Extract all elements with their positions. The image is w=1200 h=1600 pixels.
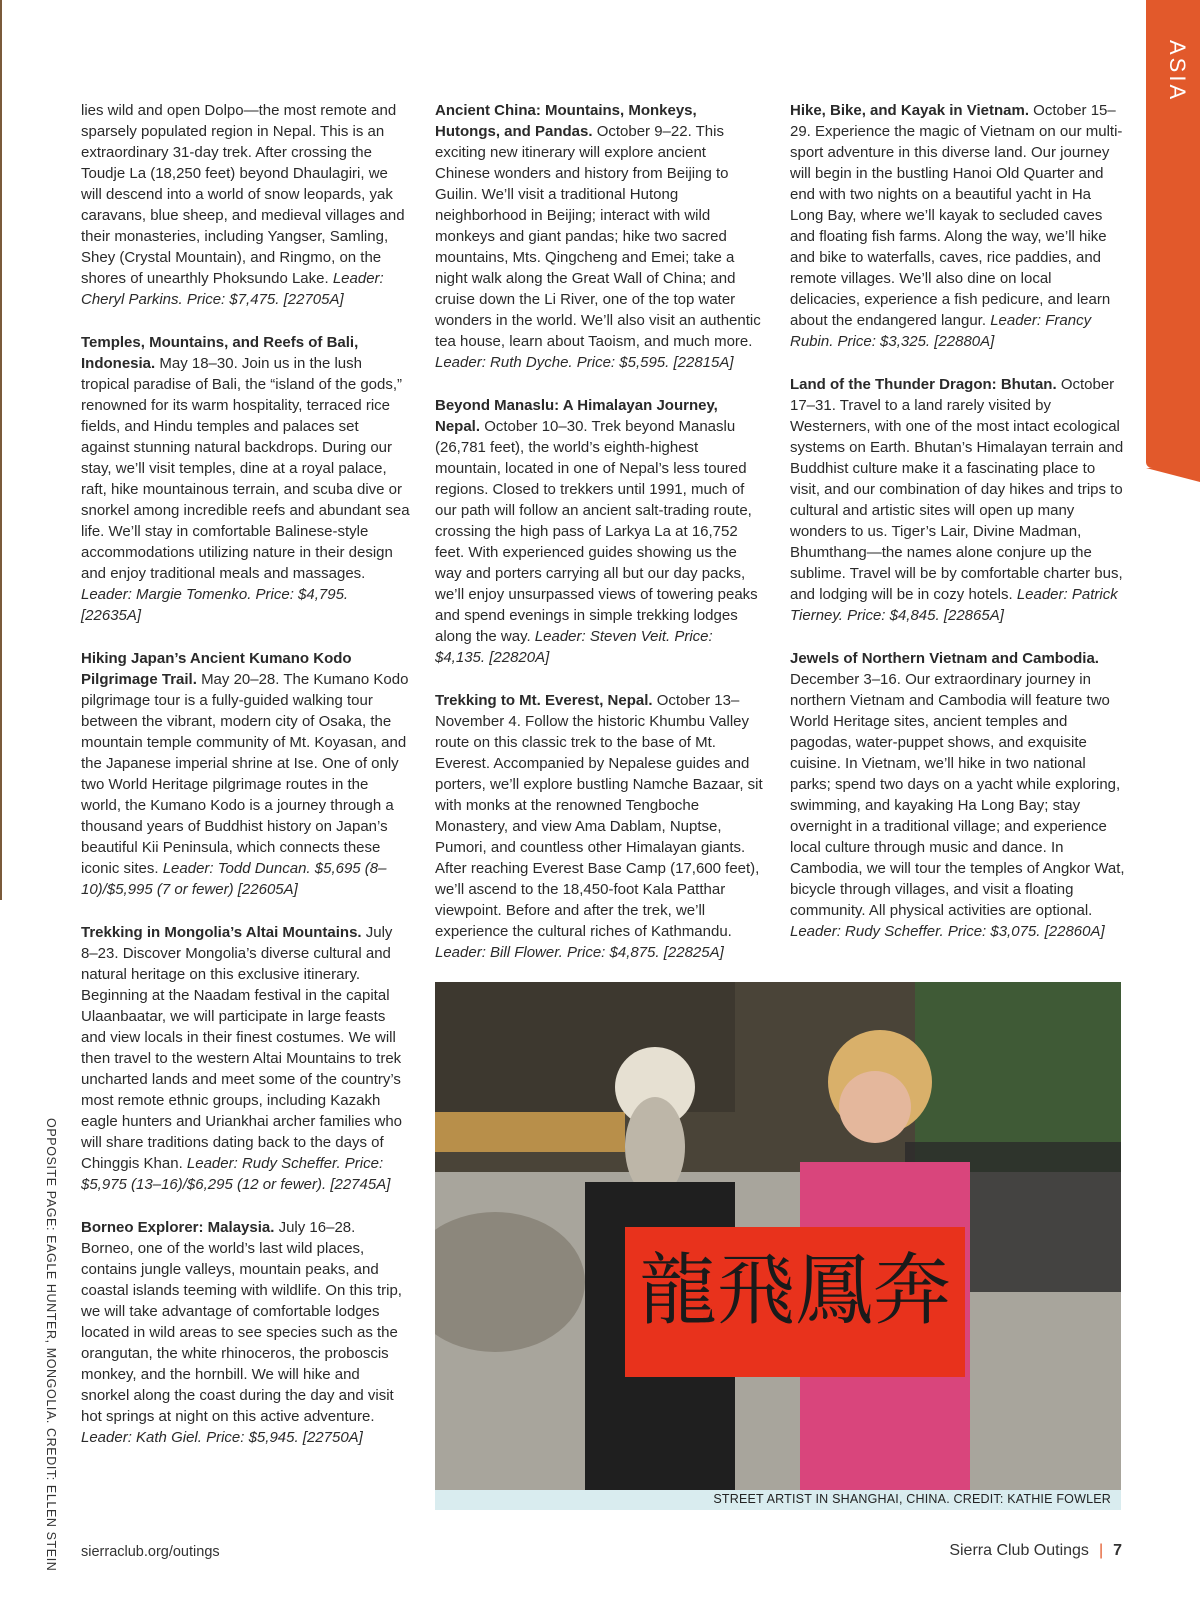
trip-description: May 20–28. The Kumano Kodo pilgrimage tour is a fully-guided walking tour between the vibrant, modern city of Osaka, the mountain temple community of Mt. Koyasan, and the Japanese imperial shrine at Ise. One of only two World Heritage pilgrimage routes in the world, the Kumano Kodo is a journey through a thousand years of Buddhist history on Japan’s beautiful Kii Peninsula, which connects these iconic sites. (81, 671, 409, 877)
trip-description: October 10–30. Trek beyond Manaslu (26,781 feet), the world’s eighth-highest mountain, located in one of Nepal’s less toured regions. Closed to trekkers until 1991, much of our path will follow an ancient salt-trading route, crossing the high pass of Larkya La at 16,752 feet. With experienced guides showing us the way and porters carrying all but our day packs, we’ll enjoy unsurpassed views of towering peaks and spend evenings in simple trekking lodges along the way. (435, 418, 758, 645)
side-photo-credit: OPPOSITE PAGE: EAGLE HUNTER, MONGOLIA. CREDIT: ELLEN STEIN (44, 1118, 58, 1572)
trip-leader-price: Leader: Cheryl Parkins. Price: $7,475. [22705A] (81, 270, 384, 308)
trip-leader-price: Leader: Rudy Scheffer. Price: $3,075. [22860A] (790, 923, 1105, 940)
photo-caption: STREET ARTIST IN SHANGHAI, CHINA. CREDIT: KATHIE FOWLER (713, 1492, 1111, 1506)
section-tab-label: ASIA (1165, 40, 1190, 103)
trip-title: Beyond Manaslu: A Himalayan Journey, Nepal. (435, 397, 718, 435)
trip-entry (790, 374, 1125, 626)
trip-title: Land of the Thunder Dragon: Bhutan. (790, 376, 1057, 393)
trip-description: lies wild and open Dolpo—the most remote and sparsely populated region in Nepal. This is an extraordinary 31-day trek. After crossing the Toudje La (18,250 feet) beyond Dhaulagiri, we will descend into a world of snow leopards, yak caravans, blue sheep, and medieval villages and their monasteries, including Yangser, Samling, Shey (Crystal Mountain), and Ringmo, on the shores of unearthly Phoksundo Lake. (81, 102, 405, 287)
trip-title: Ancient China: Mountains, Monkeys, Hutongs, and Pandas. (435, 102, 697, 140)
trip-leader-price: Leader: Steven Veit. Price: $4,135. [22820A] (435, 628, 713, 666)
footer-publication (949, 1542, 1122, 1560)
footer-separator: | (1098, 1542, 1104, 1559)
trip-entry (81, 922, 411, 1195)
trip-entry (435, 690, 765, 963)
article-column-2 (435, 100, 765, 985)
trip-leader-price: Leader: Margie Tomenko. Price: $4,795. [22635A] (81, 586, 349, 624)
trip-description: October 9–22. This exciting new itinerary will explore ancient Chinese wonders and history from Beijing to Guilin. We’ll visit a traditional Hutong neighborhood in Beijing; interact with wild monkeys and giant pandas; hike two sacred mountains, Mts. Qingcheng and Emei; take a night walk along the Great Wall of China; and cruise down the Li River, one of the top water wonders in the world. We’ll also visit an authentic tea house, learn about Taoism, and much more. (435, 123, 761, 350)
page-number: 7 (1113, 1542, 1122, 1559)
photo-illustration (435, 982, 1121, 1490)
publication-name: Sierra Club Outings (949, 1542, 1089, 1559)
trip-title: Hike, Bike, and Kayak in Vietnam. (790, 102, 1029, 119)
article-column-3 (790, 100, 1125, 964)
trip-title: Hiking Japan’s Ancient Kumano Kodo Pilgrimage Trail. (81, 650, 352, 688)
trip-description: July 16–28. Borneo, one of the world’s last wild places, contains jungle valleys, mountain peaks, and coastal islands teeming with wildlife. On this trip, we will take advantage of comfortable lodges located in wild areas to see species such as the orangutan, the white rhinoceros, the proboscis monkey, and the hornbill. We will hike and snorkel along the coast during the day and visit hot springs at night on this active adventure. (81, 1219, 402, 1425)
trip-entry (81, 100, 411, 310)
trip-entry (81, 332, 411, 626)
trip-description: October 13–November 4. Follow the historic Khumbu Valley route on this classic trek to the base of Mt. Everest. Accompanied by Nepalese guides and porters, we’ll explore bustling Namche Bazaar, sit with monks at the renowned Tengboche Monastery, and view Ama Dablam, Nuptse, Pumori, and countless other Himalayan giants. After reaching Everest Base Camp (17,600 feet), we’ll ascend to the 18,450-foot Kala Patthar viewpoint. Before and after the trek, we’ll experience the cultural riches of Kathmandu. (435, 692, 763, 940)
trip-leader-price: Leader: Todd Duncan. $5,695 (8–10)/$5,995 (7 or fewer) [22605A] (81, 860, 387, 898)
trip-entry (790, 648, 1125, 942)
article-column-1 (81, 100, 411, 1470)
trip-leader-price: Leader: Ruth Dyche. Price: $5,595. [22815A] (435, 354, 734, 371)
trip-title: Trekking to Mt. Everest, Nepal. (435, 692, 653, 709)
trip-description: July 8–23. Discover Mongolia’s diverse cultural and natural heritage on this exclusive itinerary. Beginning at the Naadam festival in the capital Ulaanbaatar, we will participate in large feasts and view locals in their finest costumes. We will then travel to the western Altai Mountains to trek uncharted lands and meet some of the country’s most remote ethnic groups, including Kazakh eagle hunters and Uriankhai archer families who will share traditions dating back to the days of Chinggis Khan. (81, 924, 403, 1172)
left-edge-rule (0, 0, 2, 900)
street-artist-photo (435, 982, 1121, 1490)
trip-description: October 17–31. Travel to a land rarely visited by Westerners, with one of the most intact ecological systems on Earth. Bhutan’s Himalayan terrain and Buddhist culture make it a fascinating place to visit, and our combination of day hikes and trips to cultural and artistic sites will open up many wonders to us. Tiger’s Lair, Divine Madman, Bhumthang—the names alone conjure up the sublime. Travel will be by comfortable charter bus, and lodging will be in cozy hotels. (790, 376, 1124, 603)
trip-description: December 3–16. Our extraordinary journey in northern Vietnam and Cambodia will feature two World Heritage sites, ancient temples and pagodas, water-puppet shows, and exquisite cuisine. In Vietnam, we’ll hike in two national parks; spend two days on a yacht while exploring, swimming, and kayaking Ha Long Bay; stay overnight in a traditional village; and experience local culture through music and dance. In Cambodia, we will tour the temples of Angkor Wat, bicycle through villages, and visit a floating community. All physical activities are optional. (790, 671, 1125, 919)
svg-text:龍飛鳳奔: 龍飛鳳奔 (638, 1246, 952, 1336)
trip-entry (81, 1217, 411, 1448)
trip-leader-price: Leader: Bill Flower. Price: $4,875. [22825A] (435, 944, 724, 961)
trip-title: Trekking in Mongolia’s Altai Mountains. (81, 924, 362, 941)
trip-entry (81, 648, 411, 900)
trip-leader-price: Leader: Rudy Scheffer. Price: $5,975 (13–16)/$6,295 (12 or fewer). [22745A] (81, 1155, 391, 1193)
footer-url[interactable]: sierraclub.org/outings (81, 1544, 220, 1560)
trip-leader-price: Leader: Kath Giel. Price: $5,945. [22750A] (81, 1429, 363, 1446)
trip-entry (790, 100, 1125, 352)
trip-entry (435, 100, 765, 373)
photo-caption-bar (435, 1490, 1121, 1510)
trip-leader-price: Leader: Francy Rubin. Price: $3,325. [22880A] (790, 312, 1092, 350)
trip-title: Temples, Mountains, and Reefs of Bali, Indonesia. (81, 334, 359, 372)
trip-leader-price: Leader: Patrick Tierney. Price: $4,845. [22865A] (790, 586, 1118, 624)
trip-title: Jewels of Northern Vietnam and Cambodia. (790, 650, 1099, 667)
trip-title: Borneo Explorer: Malaysia. (81, 1219, 275, 1236)
trip-description: May 18–30. Join us in the lush tropical paradise of Bali, the “island of the gods,” renowned for its warm hospitality, terraced rice fields, and Hindu temples and palaces set against stunning natural backdrops. During our stay, we’ll visit temples, dine at a royal palace, raft, hike mountainous terrain, and scuba dive or snorkel among incredible reefs and abundant sea life. We’ll stay in comfortable Balinese-style accommodations utilizing nature in their design and enjoy traditional meals and massages. (81, 355, 410, 582)
trip-description: October 15–29. Experience the magic of Vietnam on our multi-sport adventure in this diverse land. Our journey will begin in the bustling Hanoi Old Quarter and end with two nights on a beautiful yacht in Ha Long Bay, where we’ll kayak to secluded caves and floating fish farms. Along the way, we’ll hike and bike to waterfalls, caves, rice paddies, and remote villages. We’ll also dine on local delicacies, experience a fish pedicure, and learn about the endangered langur. (790, 102, 1123, 329)
trip-entry (435, 395, 765, 668)
